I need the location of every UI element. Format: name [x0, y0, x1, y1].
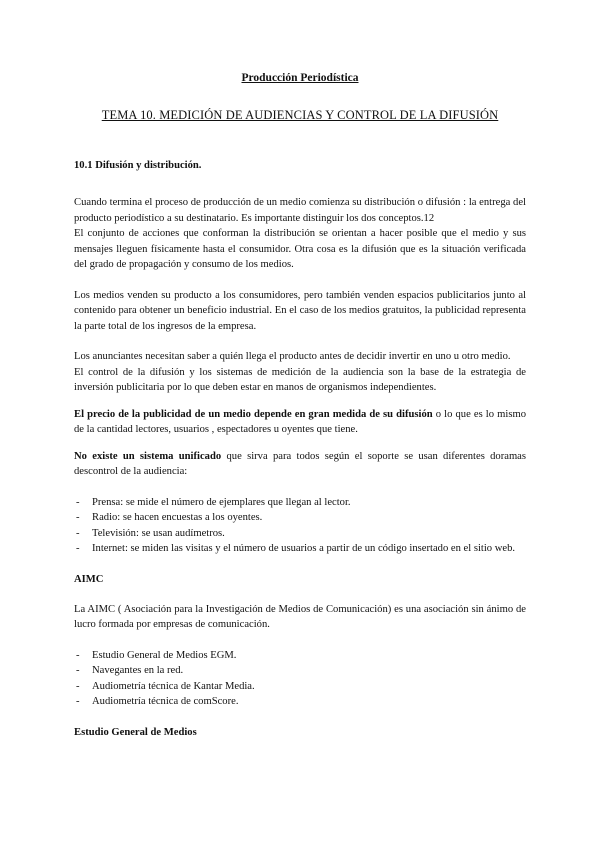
dash-bullet: - — [76, 680, 80, 692]
dash-bullet: - — [76, 649, 80, 661]
section-heading-difusion: 10.1 Difusión y distribución. — [74, 160, 202, 171]
dash-bullet: - — [76, 543, 80, 554]
dash-bullet: - — [76, 512, 80, 523]
document-body — [74, 158, 526, 740]
paragraph-system — [74, 449, 526, 480]
paragraph: Los anunciantes necesitan saber a quién llega el producto antes de decidir invertir en uno u otro medio. — [74, 351, 511, 362]
section-heading-egm: Estudio General de Medios — [74, 726, 197, 738]
list-item: - Radio: se hacen encuestas a los oyentes. — [74, 510, 526, 526]
dash-bullet: - — [76, 696, 80, 707]
chapter-title: TEMA 10. MEDICIÓN DE AUDIENCIAS Y CONTROL DE LA DIFUSIÓN — [101, 108, 499, 122]
list-item: - Prensa: se mide el número de ejemplares que llegan al lector. — [74, 495, 526, 511]
paragraph-text: que sirva para todos según el soporte se usan diferentes doramas descontrol de la audiencia: — [74, 450, 527, 477]
paragraph-text: o lo que es lo mismo de la cantidad lectores, usuarios , espectadores u oyentes que tiene. — [74, 408, 526, 435]
list-item: - Audiometría técnica de Kantar Media. — [74, 679, 526, 695]
media-measurement-list — [74, 495, 526, 557]
document-title: Producción Periodística — [241, 72, 359, 84]
aimc-studies-list — [74, 648, 526, 710]
paragraph: El control de la difusión y los sistemas de medición de la audiencia son la base de la estrategia de inversión publicitaria por lo que deben estar en manos de organismos independientes. — [74, 366, 526, 393]
paragraph: Los medios venden su producto a los consumidores, pero también venden espacios publicitarios junto al contenido para obtener un beneficio industrial. En el caso de los medios gratuitos, la publicidad representa la parte total de los ingresos de la empresa. — [74, 289, 526, 332]
paragraph: El conjunto de acciones que conforman la distribución se orientan a hacer posible que el medio y sus mensajes lleguen físicamente hasta el consumidor. Otra cosa es la difusión que es la situación verificada del grado de propagación y consumo de los medios. — [74, 228, 526, 270]
section-heading-aimc: AIMC — [74, 573, 104, 585]
list-item: - Televisión: se usan audímetros. — [74, 526, 526, 542]
dash-bullet: - — [76, 665, 80, 676]
list-item: - Navegantes en la red. — [74, 663, 526, 679]
paragraph: Cuando termina el proceso de producción de un medio comienza su distribución o difusión : la entrega del producto periodístico a su destinatario. Es importante distinguir los dos conceptos.12 — [74, 197, 526, 224]
dash-bullet: - — [76, 527, 80, 539]
bold-phrase: El precio de la publicidad de un medio depende en gran medida de su difusión — [74, 408, 433, 420]
paragraph: La AIMC ( Asociación para la Investigación de Medios de Comunicación) es una asociación sin ánimo de lucro formada por empresas de comunicación. — [74, 603, 526, 630]
list-item: - Audiometría técnica de comScore. — [74, 694, 526, 710]
bold-phrase: No existe un sistema unificado — [74, 450, 222, 462]
paragraph-price — [74, 407, 526, 438]
dash-bullet: - — [76, 496, 80, 508]
list-item: - Internet: se miden las visitas y el número de usuarios a partir de un código insertado en el sitio web. — [74, 541, 526, 557]
list-item: - Estudio General de Medios EGM. — [74, 648, 526, 664]
